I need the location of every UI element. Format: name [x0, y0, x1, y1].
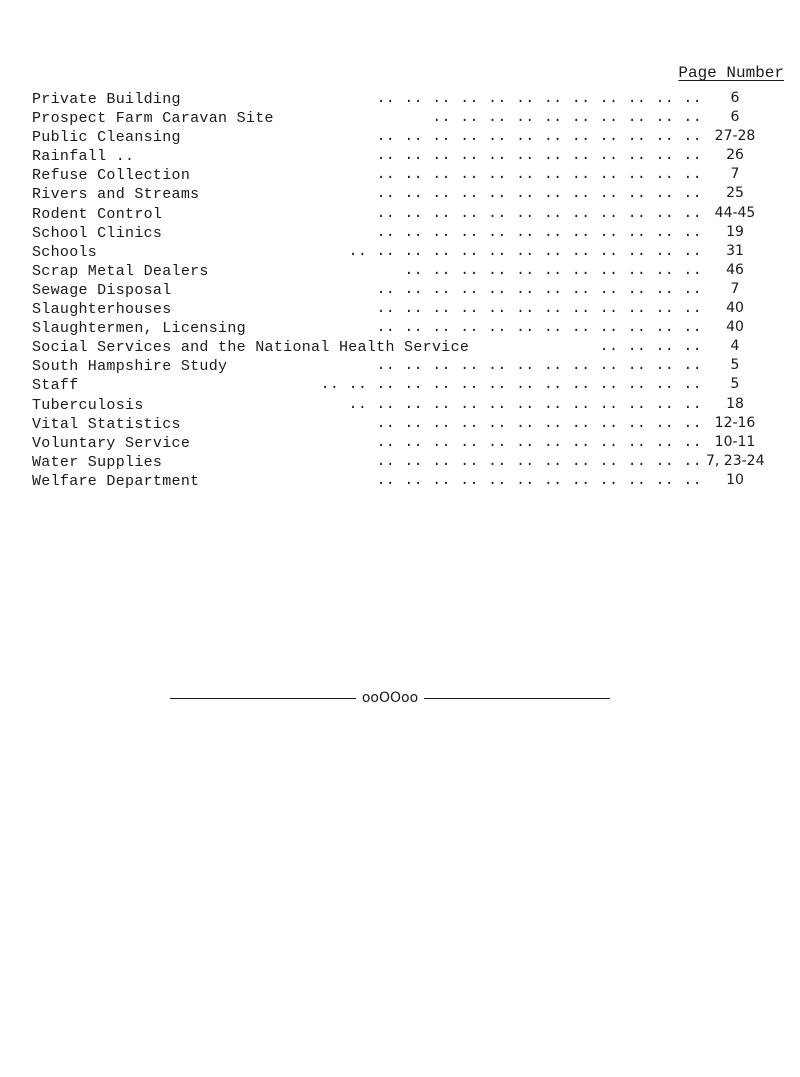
entry-title: Rivers and Streams [32, 185, 207, 204]
end-of-section-divider [170, 690, 610, 706]
entry-page-number: 19 [726, 223, 744, 240]
dot-leader: .. .. .. .. .. .. .. .. .. .. [432, 109, 702, 127]
entry-title: Vital Statistics [32, 415, 189, 434]
dot-leader: .. .. .. .. .. .. .. .. .. .. .. [404, 261, 702, 279]
index-entry [32, 452, 782, 471]
entry-page-number: 7, 23-24 [706, 452, 765, 469]
index-entry [32, 414, 782, 433]
entry-page-number: 40 [726, 300, 744, 317]
entry-page-number: 4 [730, 338, 740, 355]
entry-title: Prospect Farm Caravan Site [32, 109, 282, 128]
dot-leader: .. .. .. .. .. .. .. .. .. .. .. .. [376, 90, 702, 107]
dot-leader: .. .. .. .. .. .. .. .. .. .. .. .. [376, 319, 702, 337]
dot-leader: .. .. .. .. .. .. .. .. .. .. .. .. [376, 471, 702, 489]
entry-title: Schools [32, 243, 105, 262]
entry-title: Rodent Control [32, 205, 170, 224]
index-entry [32, 318, 782, 337]
entry-title: Slaughtermen, Licensing [32, 319, 254, 338]
entry-page-number: 6 [730, 90, 740, 106]
entry-page-number: 5 [730, 357, 740, 374]
index-entry [32, 204, 782, 223]
index-entry [32, 299, 782, 318]
dot-leader: .. .. .. .. [599, 338, 702, 356]
entry-title: Public Cleansing [32, 128, 189, 147]
entry-page-number: 18 [726, 395, 744, 412]
index-entry [32, 108, 782, 127]
dot-leader: .. .. .. .. .. .. .. .. .. .. .. .. .. [348, 395, 702, 413]
index-entry [32, 337, 782, 356]
dot-leader: .. .. .. .. .. .. .. .. .. .. .. .. [376, 128, 702, 146]
entry-page-number: 26 [726, 147, 744, 164]
divider-rule-left [170, 698, 356, 699]
entry-title: Refuse Collection [32, 166, 198, 185]
dot-leader: .. .. .. .. .. .. .. .. .. .. .. .. .. .. [320, 376, 702, 394]
dot-leader: .. .. .. .. .. .. .. .. .. .. .. .. [376, 166, 702, 184]
index-entry [32, 146, 782, 165]
entry-title: Tuberculosis [32, 396, 152, 415]
dot-leader: .. .. .. .. .. .. .. .. .. .. .. .. [376, 223, 702, 241]
dot-leader: .. .. .. .. .. .. .. .. .. .. .. .. [376, 433, 702, 451]
index-entry [32, 356, 782, 375]
dot-leader: .. .. .. .. .. .. .. .. .. .. .. .. [376, 204, 702, 222]
index-entry [32, 89, 782, 108]
index-entry [32, 471, 782, 490]
entry-page-number: 44-45 [714, 204, 756, 221]
divider-mark: ooOOoo [361, 690, 419, 706]
entry-title: Private Building [32, 90, 189, 109]
entry-page-number: 40 [726, 319, 744, 336]
entry-page-number: 25 [726, 185, 744, 202]
entry-title: Slaughterhouses [32, 300, 180, 319]
entry-page-number: 46 [726, 261, 744, 278]
dot-leader: .. .. .. .. .. .. .. .. .. .. .. .. [376, 185, 702, 203]
divider-rule-right [424, 698, 610, 699]
dot-leader: .. .. .. .. .. .. .. .. .. .. .. .. [376, 300, 702, 318]
entry-title: South Hampshire Study [32, 357, 235, 376]
index-entry [32, 242, 782, 261]
entry-page-number: 12-16 [714, 414, 756, 431]
dot-leader: .. .. .. .. .. .. .. .. .. .. .. .. [376, 452, 702, 470]
entry-title: Social Services and the National Health Service [32, 338, 477, 357]
entry-page-number: 27-28 [714, 128, 756, 145]
dot-leader: .. .. .. .. .. .. .. .. .. .. .. .. .. [348, 242, 702, 260]
entry-title: Staff [32, 376, 87, 395]
entry-title: Welfare Department [32, 472, 207, 491]
index-entry [32, 280, 782, 299]
dot-leader: .. .. .. .. .. .. .. .. .. .. .. .. [376, 414, 702, 432]
dot-leader: .. .. .. .. .. .. .. .. .. .. .. .. [376, 147, 702, 165]
entry-title: Sewage Disposal [32, 281, 180, 300]
entry-page-number: 10-11 [714, 433, 756, 450]
entry-title: Voluntary Service [32, 434, 198, 453]
dot-leader: .. .. .. .. .. .. .. .. .. .. .. .. [376, 280, 702, 298]
index-entry [32, 375, 782, 394]
entry-page-number: 5 [730, 376, 740, 393]
index-entry [32, 223, 782, 242]
entry-page-number: 7 [730, 166, 740, 183]
entry-page-number: 6 [730, 109, 740, 126]
entry-title: Scrap Metal Dealers [32, 262, 217, 281]
entry-title: Rainfall .. [32, 147, 142, 166]
index-entry [32, 433, 782, 452]
entry-page-number: 7 [730, 280, 740, 297]
entry-page-number: 10 [726, 471, 744, 488]
entry-page-number: 31 [726, 242, 744, 259]
index-entry [32, 395, 782, 414]
entry-title: Water Supplies [32, 453, 170, 472]
page-number-column-heading: Page Number [678, 64, 784, 82]
index-list [32, 89, 782, 490]
index-entry [32, 261, 782, 280]
entry-title: School Clinics [32, 224, 170, 243]
index-entry [32, 165, 782, 184]
index-entry [32, 127, 782, 146]
dot-leader: .. .. .. .. .. .. .. .. .. .. .. .. [376, 357, 702, 375]
index-entry [32, 184, 782, 203]
